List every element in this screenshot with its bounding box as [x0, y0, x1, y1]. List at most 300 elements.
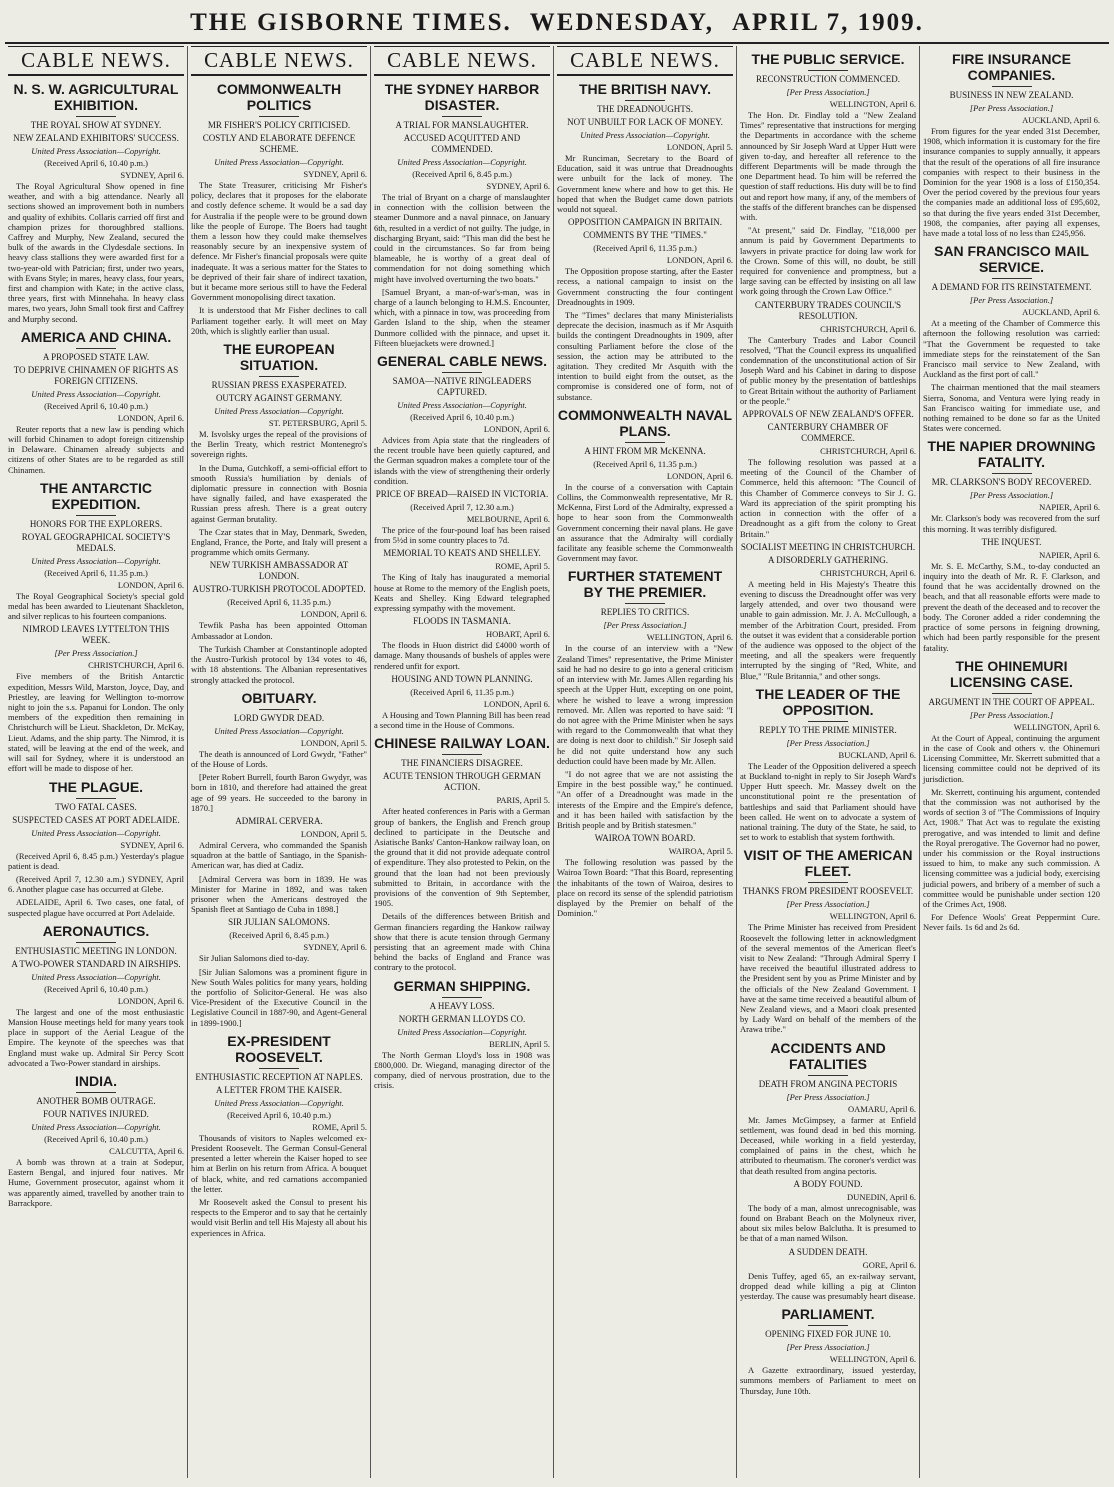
article: [740, 51, 916, 297]
press-association-line: United Press Association—Copyright.: [31, 555, 161, 566]
press-association-line: United Press Association—Copyright.: [214, 406, 344, 417]
article-subheading: SOCIALIST MEETING IN CHRISTCHURCH.: [740, 541, 916, 552]
dateline: LONDON, April 6.: [483, 424, 550, 435]
press-association-line: United Press Association—Copyright.: [31, 388, 161, 399]
dateline: LONDON, April 6.: [483, 698, 550, 709]
article-subheading: NORTH GERMAN LLOYDS CO.: [398, 1013, 526, 1024]
article: [923, 438, 1100, 533]
article-subheading: ARGUMENT IN THE COURT OF APPEAL.: [928, 696, 1095, 707]
headline-rule: [442, 754, 482, 755]
article: [740, 409, 916, 539]
article-paragraph: The Turkish Chamber at Constantinople adopted the Austro-Turkish protocol by 134 votes to 46, with 18 abstentions. The Albanian representatives strongly attacked the protocol.: [191, 643, 367, 685]
press-association-line: United Press Association—Copyright.: [397, 400, 527, 411]
headline-rule: [992, 473, 1032, 474]
press-association-line: [Per Press Association.]: [786, 1091, 870, 1102]
article: [8, 81, 184, 324]
dateline: LONDON, April 6.: [117, 995, 184, 1006]
dateline: SYDNEY, April 6.: [120, 170, 184, 180]
article: [557, 407, 733, 564]
article-subheading: COSTLY AND ELABORATE DEFENCE SCHEME.: [202, 133, 356, 154]
cable-news-banner: CABLE NEWS.: [374, 46, 550, 76]
article: [191, 816, 367, 914]
article-paragraph: Reuter reports that a new law is pending which will forbid Chinamen to adopt foreign citizenship in Delaware. Chinamen already subjects and citizens of other States are to be regarded as still Chinamen.: [8, 423, 184, 475]
article-subheading: ACCUSED ACQUITTED AND COMMENDED.: [403, 133, 521, 154]
received-line: (Received April 6, 11.35 p.m.): [593, 458, 697, 469]
dateline: WELLINGTON, April 6.: [829, 1354, 916, 1365]
article-paragraph: From figures for the year ended 31st December, 1908, which information it is customary for the fire insurance companies to supply annually, it appears that the result of the operations of all fire insurance companies with respect to their business in the Dominion for the year 1908 is a loss of £150,354. Over the period covered by the previous four years the companies made an additional loss of £95,602, so that during the five years ended 31st December, 1908, the companies, after paying all expenses, have made a total loss of no less than £245,956.: [923, 126, 1100, 239]
press-association-line: United Press Association—Copyright.: [214, 157, 344, 167]
column-3: [371, 46, 554, 1478]
press-association-line: United Press Association—Copyright.: [31, 146, 161, 156]
article-subheading: RECONSTRUCTION COMMENCED.: [755, 74, 900, 84]
headline-rule: [625, 603, 665, 604]
article: [8, 480, 184, 622]
article-headline: THE LEADER OF THE OPPOSITION.: [755, 685, 901, 718]
received-line: (Received April 6, 11.35 p.m.): [593, 243, 697, 254]
dateline: CHRISTCHURCH, April 6.: [820, 567, 916, 578]
article-headline: GERMAN SHIPPING.: [393, 977, 531, 994]
article-subheading: A HEAVY LOSS.: [429, 1000, 495, 1011]
article-subheading: A TWO-POWER STANDARD IN AIRSHIPS.: [11, 958, 181, 969]
article-subheading: A SUDDEN DEATH.: [788, 1246, 868, 1257]
article-paragraph: The Hon. Dr. Findlay told a "New Zealand Times" representative that instructions for merging the Departments in accordance with the scheme announced by Sir Joseph Ward at Upper Hutt were given to-day, and hereafter all reference to the different Departments will be made through the one Department head. To him will be referred the question of staff reductions. His duty will be to find out and report how many, if any, of the members of the staffs of the different branches can be dispensed with.: [740, 110, 916, 223]
article: [8, 329, 184, 475]
article-paragraph: A Housing and Town Planning Bill has been read a second time in the House of Commons.: [374, 709, 550, 731]
press-association-line: [Per Press Association.]: [969, 295, 1054, 306]
article: [191, 1033, 367, 1238]
press-association-line: United Press Association—Copyright.: [397, 1026, 527, 1037]
article: [374, 616, 550, 671]
dateline: NAPIER, April 6.: [1039, 549, 1100, 560]
article-headline: THE BRITISH NAVY.: [579, 81, 711, 97]
received-line: (Received April 6, 8.45 p.m.): [229, 930, 329, 941]
article-subheading: NOT UNBUILT FOR LACK OF MONEY.: [567, 117, 723, 127]
article-paragraph: The trial of Bryant on a charge of manslaughter in connection with the collision between the steamer Dunmore and a naval pinnace, on January 6th, resulted in a verdict of not guilty. The judge, in discharging Bryant, said: "This man did the best he could in the circumstances. So far from being blameable, he is worthy of a great deal of commendation for not doing something which might have involved overturning the two boats.": [374, 192, 550, 284]
dateline: LONDON, April 6.: [666, 470, 733, 481]
article-paragraph: The chairman mentioned that the mail steamers Sierra, Sonoma, and Ventura were lying ready in San Francisco waiting for immediate use, and nothing remained to be done so far as the United States were concerned.: [923, 382, 1100, 434]
article-subheading: MR. CLARKSON'S BODY RECOVERED.: [931, 477, 1092, 488]
article-subheading: REPLIES TO CRITICS.: [600, 607, 690, 618]
article-paragraph: "At present," said Dr. Findlay, "£18,000 per annum is paid by Government Departments to lawyers in private practice for doing law work for the Crown. Some of this will, no doubt, be still required for convenience and promptness, but a large saving can be effected by insisting on all law work going through the Crown Law Office.": [740, 225, 916, 297]
press-association-line: [Per Press Association.]: [969, 490, 1054, 501]
article-headline: THE SYDNEY HARBOR DISASTER.: [384, 81, 540, 113]
article-paragraph: Mr Runciman, Secretary to the Board of Education, said it was untrue that Dreadnoughts were unbuilt for the lack of money. The Government knew where and how to get this. He hoped that when the Budget came down patriots would not squeal.: [557, 153, 733, 215]
dateline: LONDON, April 5.: [300, 828, 367, 839]
article-paragraph: The death is announced of Lord Gwydr, "Father" of the House of Lords.: [191, 748, 367, 769]
article-paragraph: "I do not agree that we are not assisting the Empire in the best possible way," he continued. "An offer of a Dreadnought was made in the interests of the Empire and the Empire's defence, and it has been hailed with satisfaction by the British people and by British statesmen.": [557, 768, 733, 830]
press-association-line: [Per Press Association.]: [786, 737, 870, 748]
column-6: [920, 46, 1103, 1478]
headline-rule: [442, 997, 482, 998]
article: [740, 1179, 916, 1244]
article-subheading: DEATH FROM ANGINA PECTORIS: [758, 1078, 898, 1089]
headline-rule: [259, 709, 299, 710]
received-line: (Received April 6, 11.35 p.m.): [227, 597, 331, 608]
dateline: SYDNEY, April 6.: [486, 181, 550, 191]
article-paragraph: (Received April 6, 8.45 p.m.) Yesterday's plague patient is dead.: [8, 850, 184, 871]
article-subheading: NEW TURKISH AMBASSADOR AT LONDON.: [209, 560, 349, 582]
article: [740, 847, 916, 1034]
article-paragraph: Mr. S. E. McCarthy, S.M., to-day conducted an inquiry into the death of Mr. R. F. Clarkson, and found that he was accidentally drowned on the beach, and that all reasonable efforts were made to prevent the death of the deceased and to recover the body. The Coroner added a rider condemning the practice of some persons in feigning drowning, which had been partly responsible for the present fatality.: [923, 560, 1100, 653]
article-paragraph: Five members of the British Antarctic expedition, Messrs Wild, Marston, Joyce, Day, and Priestley, are leaving for Wellington to-morrow night to join the s.s. Papanui for London. The only members of the expedition then remaining in Christchurch will be Lieut. Shackleton, Dr. McKay, Lieut. Adams, and the ship party. The Nimrod, it is stated, will be leaving at the end of the week, and will sail for Sydney, where it is understood an effort will be made to dispose of her.: [8, 671, 184, 774]
cable-news-banner: CABLE NEWS.: [8, 46, 184, 76]
press-association-line: United Press Association—Copyright.: [214, 1097, 344, 1108]
article-paragraph: After heated conferences in Paris with a German group of bankers, the English and French group declined to participate in the Deutsche and Asiatische Banks' Canton-Hankow railway loan, on the ground that it did not provide adequate control of expenditure. They also protested to Pekin, on the ground that the loan had not been previously submitted to Britain, in accordance with the provisions of the convention of 9th September, 1905.: [374, 806, 550, 909]
received-line: (Received April 6, 10.40 p.m.): [410, 412, 514, 423]
article-paragraph: The Opposition propose starting, after the Easter recess, a national campaign to insist on the Government constructing the four contingent Dreadnoughts in 1909.: [557, 266, 733, 307]
article-subheading: A DISORDERLY GATHERING.: [767, 554, 888, 565]
column-5: [737, 46, 920, 1478]
dateline: AUCKLAND, April 6.: [1022, 115, 1100, 125]
article: [557, 217, 733, 402]
article-subheading: FLOODS IN TASMANIA.: [413, 616, 511, 627]
article-subheading: TWO FATAL CASES.: [55, 801, 137, 812]
article-paragraph: ADELAIDE, April 6. Two cases, one fatal, of suspected plague have occurred at Port Adelaide.: [8, 897, 184, 918]
article-headline: THE ANTARCTIC EXPEDITION.: [40, 479, 152, 512]
dateline: LONDON, April 6.: [300, 609, 367, 620]
received-line: (Received April 6, 10.40 p.m.): [44, 1133, 148, 1144]
dateline: LONDON, April 6.: [666, 255, 733, 266]
dateline: ROME, April 5.: [495, 561, 550, 572]
article: [557, 833, 733, 918]
article-paragraph: [Samuel Bryant, a man-of-war's-man, was in charge of a launch belonging to H.M.S. Encounter, which, with a pinnace in tow, was proceeding from Garden Island to the ship, when the steamer Dunmore collided with the pinnace, and upset it. Fifteen bluejackets were drowned.]: [374, 286, 550, 348]
article-subheading: A HINT FROM MR McKENNA.: [584, 445, 706, 456]
article-subheading: OPPOSITION CAMPAIGN IN BRITAIN.: [568, 217, 722, 228]
article: [191, 341, 367, 557]
article-subheading: SAMOA—NATIVE RINGLEADERS CAPTURED.: [392, 376, 532, 398]
headline-rule: [808, 882, 848, 883]
article-subheading: A BODY FOUND.: [793, 1178, 863, 1189]
headline-rule: [259, 376, 299, 377]
masthead-day: WEDNESDAY,: [529, 9, 714, 36]
press-association-line: United Press Association—Copyright.: [31, 971, 161, 982]
article: [8, 923, 184, 1068]
press-association-line: United Press Association—Copyright.: [397, 157, 527, 167]
article-headline: CHINESE RAILWAY LOAN.: [374, 735, 550, 752]
article: [374, 548, 550, 613]
article: [557, 81, 733, 214]
article-paragraph: It is understood that Mr Fisher declines to call Parliament together early. It will meet on May 20th, which is slightly earlier than usual.: [191, 305, 367, 336]
article-paragraph: M. Isvolsky urges the repeal of the provisions of the Berlin Treaty, which restrict Montenegro's sovereign rights.: [191, 429, 367, 460]
article: [740, 1040, 916, 1176]
article: [740, 1306, 916, 1396]
article: [374, 81, 550, 348]
article: [191, 81, 367, 336]
article-headline: AMERICA AND CHINA.: [20, 328, 172, 345]
column-1: [5, 46, 188, 1478]
article: [923, 243, 1100, 433]
column-2: [188, 46, 371, 1478]
dateline: WELLINGTON, April 6.: [829, 911, 916, 922]
article: [8, 624, 184, 773]
article-subheading: FOUR NATIVES INJURED.: [43, 1108, 149, 1119]
article-paragraph: The Czar states that in May, Denmark, Sweden, England, France, the Porte, and Italy will present a programme which omits Germany.: [191, 526, 367, 558]
received-line: (Received April 7, 12.30 a.m.): [410, 502, 514, 513]
article-headline: GENERAL CABLE NEWS.: [376, 353, 548, 370]
article-paragraph: Tewfik Pasha has been appointed Ottoman Ambassador at London.: [191, 620, 367, 641]
dateline: MELBOURNE, April 6.: [466, 514, 550, 525]
article-paragraph: Admiral Cervera, who commanded the Spanish squadron at the battle of Santiago, in the Spanish-American war, has died at Cadiz.: [191, 839, 367, 871]
article-headline: COMMONWEALTH POLITICS: [216, 81, 342, 113]
headline-rule: [808, 721, 848, 722]
article-headline: THE PUBLIC SERVICE.: [751, 51, 905, 67]
article-headline: VISIT OF THE AMERICAN FLEET.: [743, 847, 913, 880]
article-subheading: NEW ZEALAND EXHIBITORS' SUCCESS.: [13, 133, 179, 143]
article: [740, 686, 916, 843]
article-paragraph: The following resolution was passed by the Wairoa Town Board: "That this Board, representing the inhabitants of the town of Wairoa, desires to place on record its sense of the splendid patriotism displayed by the Premier on behalf of the Dominion.": [557, 857, 733, 919]
received-line: (Received April 6, 11.35 p.m.): [410, 686, 514, 697]
dateline: LONDON, April 5.: [300, 737, 367, 748]
dateline: PARIS, April 5.: [496, 795, 550, 806]
article-paragraph: In the course of a conversation with Captain Collins, the Commonwealth representative, Mr R. McKenna, First Lord of the Admiralty, expressed a hope to hear soon from the Commonwealth Government concerning their naval plans. He gave an assurance that the Admiralty will cordially facilitate any feasible scheme the Commonwealth Government may favor.: [557, 481, 733, 564]
article-headline: SAN FRANCISCO MAIL SERVICE.: [934, 243, 1089, 276]
article-paragraph: For Defence Wools' Great Peppermint Cure. Never fails. 1s 6d and 2s 6d.: [923, 912, 1100, 933]
article-subheading: REPLY TO THE PRIME MINISTER.: [759, 724, 897, 735]
masthead-title: THE GISBORNE TIMES.: [190, 9, 512, 36]
article-subheading: ENTHUSIASTIC RECEPTION AT NAPLES.: [195, 1071, 363, 1082]
column-4: [554, 46, 737, 1478]
article-paragraph: The Canterbury Trades and Labor Council resolved, "That the Council express its unqualified condemnation of the unconstitutional action of Sir Joseph Ward and his Cabinet in daring to dispose of public money by the presentation of battleships to Great Britain without the authority of Parliament or the people.": [740, 334, 916, 406]
cable-news-banner: CABLE NEWS.: [191, 46, 367, 76]
article-subheading: NIMROD LEAVES LYTTELTON THIS WEEK.: [22, 624, 170, 646]
article-subheading: THE FINANCIERS DISAGREE.: [401, 758, 523, 769]
article: [740, 300, 916, 406]
dateline: CALCUTTA, April 6.: [109, 1145, 184, 1156]
cable-news-banner: CABLE NEWS.: [557, 46, 733, 76]
article-subheading: TO DEPRIVE CHINAMEN OF RIGHTS AS FOREIGN CITIZENS.: [13, 364, 179, 386]
article-paragraph: At a meeting of the Chamber of Commerce this afternoon the following resolution was carried: "That the Government be requested to take immediate steps for the reinstatement of the San Francisco mail service to New Zealand, with Auckland as the first port of call.": [923, 318, 1100, 380]
dateline: BUCKLAND, April 6.: [838, 749, 916, 760]
article: [740, 1247, 916, 1302]
dateline: WELLINGTON, April 6.: [646, 632, 733, 643]
article-paragraph: At the Court of Appeal, continuing the argument in the case of Cook and others v. the Ohinemuri Licensing Committee, Mr. Skerrett submitted that a licensing committee could not be deprived of its jurisdiction.: [923, 732, 1100, 784]
article-subheading: THE INQUEST.: [981, 536, 1042, 547]
article: [923, 537, 1100, 653]
article-paragraph: A bomb was thrown at a train at Sodepur, Eastern Bengal, and injured four natives. Mr Hume, Government prosecutor, against whom it was apparently aimed, travelled by another train to Barrackpore.: [8, 1156, 184, 1208]
article: [8, 1073, 184, 1208]
article-subheading: AUSTRO-TURKISH PROTOCOL ADOPTED.: [192, 584, 366, 595]
article-paragraph: The King of Italy has inaugurated a memorial house at Rome to the memory of the English poets, Keats and Shelley. King Edward telegraphed expressing sympathy with the movement.: [374, 572, 550, 614]
article: [374, 978, 550, 1091]
article-paragraph: The floods in Huon district did £4000 worth of damage. Many thousands of bushels of apples were rendered unfit for export.: [374, 640, 550, 671]
article-subheading: THE ROYAL SHOW AT SYDNEY.: [30, 120, 162, 130]
headline-rule: [992, 693, 1032, 694]
press-association-line: [Per Press Association.]: [786, 1342, 870, 1353]
article-paragraph: Mr. Clarkson's body was recovered from the surf this morning. It was terribly disfigured.: [923, 513, 1100, 534]
dateline: WELLINGTON, April 6.: [829, 99, 916, 109]
dateline: AUCKLAND, April 6.: [1022, 307, 1100, 318]
dateline: SYDNEY, April 6.: [120, 839, 184, 850]
dateline: NAPIER, April 6.: [1039, 502, 1100, 513]
article-paragraph: Thousands of visitors to Naples welcomed ex-President Roosevelt. The German Consul-General presented a letter wherein the Kaiser hoped to see him at Berlin on his return from Africa. A bouquet of black, white, and red carnations accompanied the letter.: [191, 1132, 367, 1194]
press-association-line: [Per Press Association.]: [969, 103, 1054, 113]
article-subheading: SIR JULIAN SALOMONS.: [228, 917, 330, 928]
article-subheading: ROYAL GEOGRAPHICAL SOCIETY'S MEDALS.: [21, 531, 171, 553]
article: [374, 489, 550, 545]
headline-rule: [76, 942, 116, 943]
received-line: (Received April 6, 11.35 p.m.): [44, 567, 148, 578]
article-subheading: CANTERBURY CHAMBER OF COMMERCE.: [767, 422, 889, 444]
article-paragraph: The body of a man, almost unrecognisable, was found on Brabant Beach on the Molyneux river, about six miles below Balclutha. It is presumed to be that of a man named Wilson.: [740, 1202, 916, 1244]
article-subheading: RUSSIAN PRESS EXASPERATED.: [211, 380, 347, 391]
press-association-line: [Per Press Association.]: [54, 648, 138, 659]
headline-rule: [992, 86, 1032, 87]
dateline: ST. PETERSBURG, April 5.: [268, 418, 367, 429]
article-paragraph: The price of the four-pound loaf has been raised from 5½d in some country places to 7d.: [374, 525, 550, 546]
press-association-line: [Per Press Association.]: [969, 709, 1054, 720]
dateline: CHRISTCHURCH, April 6.: [820, 323, 916, 334]
article: [557, 568, 733, 830]
dateline: WELLINGTON, April 6.: [1013, 721, 1100, 732]
article-paragraph: The "Times" declares that many Ministerialists deprecate the decision, inasmuch as if Mr Asquith builds the contingent Dreadnoughts in 1909, after consulting Parliament before the close of the session, the action may be attributed to the agitation. They credited Mr Asquith with the intention to build eight from the outset, as the compromise is considered one of form, not of substance.: [557, 310, 733, 402]
headline-rule: [76, 1092, 116, 1093]
article-paragraph: Denis Tuffey, aged 65, an ex-railway servant, dropped dead while killing a pig at Clinton yesterday. The cause was presumably heart disease.: [740, 1270, 916, 1302]
article-subheading: PRICE OF BREAD—RAISED IN VICTORIA.: [375, 489, 549, 500]
dateline: SYDNEY, April 6.: [303, 169, 367, 179]
article-headline: THE PLAGUE.: [48, 778, 144, 795]
article-paragraph: [Sir Julian Salomons was a prominent figure in New South Wales politics for many years, holding the portfolio of Solicitor-General. He was also Vice-President of the Executive Council in the Legislative Council in 1887-90, and Agent-General in 1899-1900.]: [191, 966, 367, 1028]
article-paragraph: Advices from Apia state that the ringleaders of the recent trouble have been quietly captured, and the German squadron makes a complete tour of the islands with the view of strengthening their orderly condition.: [374, 435, 550, 486]
article-headline: EX-PRESIDENT ROOSEVELT.: [227, 1032, 331, 1065]
article-subheading: LORD GWYDR DEAD.: [233, 712, 325, 723]
dateline: GORE, April 6.: [862, 1259, 916, 1270]
dateline: CHRISTCHURCH, April 6.: [88, 660, 184, 671]
headline-rule: [76, 116, 116, 117]
dateline: CHRISTCHURCH, April 6.: [820, 446, 916, 457]
headline-rule: [625, 442, 665, 443]
headline-rule: [76, 798, 116, 799]
article-paragraph: Mr Roosevelt asked the Consul to present his respects to the Emperor and to say that he certainly would visit Berlin and tell His Majesty all about his experiences in Africa.: [191, 1196, 367, 1238]
article-subheading: THANKS FROM PRESIDENT ROOSEVELT.: [742, 886, 914, 897]
press-association-line: United Press Association—Copyright.: [580, 130, 710, 140]
article: [374, 353, 550, 486]
headline-rule: [259, 116, 299, 117]
dateline: LONDON, April 6.: [117, 412, 184, 423]
article: [923, 658, 1100, 933]
article: [191, 560, 367, 684]
masthead-date: APRIL 7, 1909.: [731, 9, 924, 36]
headline-rule: [76, 348, 116, 349]
article-subheading: A TRIAL FOR MANSLAUGHTER.: [395, 120, 529, 130]
received-line: (Received April 6, 8.45 p.m.): [412, 169, 512, 179]
article-paragraph: In the course of an interview with a "New Zealand Times" representative, the Prime Minister said he had no desire to go into a general criticism of an interview with Mr. James Allen regarding his speech at the Upper Hutt, excepting on one point, where he wished to leave a wrong impression removed. Mr. Allen was reported to have said: "I do not agree with the Prime Minister when he says with regard to the Commonwealth that what they are doing is next door to childish." Sir Joseph said he did not quite understand how any such deduction could have been made by Mr. Allen.: [557, 643, 733, 766]
article-subheading: HONORS FOR THE EXPLORERS.: [29, 518, 163, 529]
article-paragraph: The Prime Minister has received from President Roosevelt the following letter in acknowledgment of the several mementos of the American fleet's visit to New Zealand: "Through Admiral Sperry I have received the beautiful illustrated address to the President sent by you as Prime Minister and by the officials of the New Zealand Government. I have at the same time received a beautiful album of New Zealand views, and a Maori cloak presented by Lady Ward on behalf of the members of the Arawa tribe.": [740, 922, 916, 1035]
article-subheading: ADMIRAL CERVERA.: [235, 815, 323, 826]
article-subheading: A PROPOSED STATE LAW.: [42, 351, 150, 362]
headline-rule: [808, 1075, 848, 1076]
article-paragraph: The Royal Agricultural Show opened in fine weather, and with a big attendance. Nearly all sections showed an improvement both in numbers and quality of exhibits. Collaris carried off first and champion prizes for thoroughbred stallions. Caffrey and Murphy, New Zealand, secured the bulk of the awards in the Clydesdale sections. In heavy class stallions they were awarded first for a two-year-old with Patrician; first, under two years, with Evans Style; in mares, heavy class, four years, first and champion with Kate; in the active class, three years, first with Minnehaha. In heavy class mares, two years, John Small took first and Caffrey and Murphy second.: [8, 181, 184, 324]
article-subheading: CANTERBURY TRADES COUNCIL'S RESOLUTION.: [754, 299, 902, 321]
newspaper-page: [5, 4, 1109, 1479]
article-headline: FIRE INSURANCE COMPANIES.: [951, 51, 1071, 83]
article-headline: ACCIDENTS AND FATALITIES: [770, 1039, 886, 1072]
headline-rule: [808, 70, 848, 71]
dateline: DUNEDIN, April 6.: [847, 1191, 916, 1202]
press-association-line: [Per Press Association.]: [786, 87, 870, 97]
article: [374, 735, 550, 972]
article-paragraph: Mr. James McGimpsey, a farmer at Enfield settlement, was found dead in bed this morning. Deceased, while working in a field yesterday, complained of pains in the chest, which he attributed to rheumatism. The coroner's verdict was that death resulted from angina pectoris.: [740, 1114, 916, 1176]
press-association-line: United Press Association—Copyright.: [31, 827, 161, 838]
headline-rule: [76, 515, 116, 516]
article-headline: FURTHER STATEMENT BY THE PREMIER.: [567, 568, 723, 601]
article-paragraph: The largest and one of the most enthusiastic Mansion House meetings held for many years took place in support of the Aerial League of the Empire. The keynote of the speeches was that England must wake up. Admiral Sir Percy Scott advocated a Two-Power standard in airships.: [8, 1006, 184, 1068]
article-headline: PARLIAMENT.: [781, 1306, 875, 1323]
article-subheading: MEMORIAL TO KEATS AND SHELLEY.: [383, 548, 541, 559]
article-paragraph: [Peter Robert Burrell, fourth Baron Gwydyr, was born in 1810, and therefore had attained the great age of 99 years. He succeeded to the barony in 1870.]: [191, 772, 367, 813]
article-paragraph: [Admiral Cervera was born in 1839. He was Minister for Marine in 1892, and was taken prisoner when the Americans destroyed the Spanish fleet at Santiago de Cuba in 1898.]: [191, 873, 367, 915]
dateline: SYDNEY, April 6.: [303, 942, 367, 953]
article-headline: AERONAUTICS.: [42, 922, 150, 939]
press-association-line: United Press Association—Copyright.: [31, 1121, 161, 1132]
press-association-line: [Per Press Association.]: [786, 899, 870, 910]
article-paragraph: Details of the differences between British and German financiers regarding the Hankow railway show that there is acute tension through Germany persisting that an agreement made with China behind the backs of England and France was contrary to the protocol.: [374, 911, 550, 973]
article-subheading: THE DREADNOUGHTS.: [597, 104, 693, 114]
columns: [5, 46, 1109, 1478]
dateline: OAMARU, April 6.: [847, 1103, 916, 1114]
article-subheading: A LETTER FROM THE KAISER.: [215, 1084, 343, 1095]
dateline: BERLIN, April 5.: [489, 1038, 550, 1049]
press-association-line: [Per Press Association.]: [603, 620, 687, 631]
received-line: (Received April 6, 10.40 p.m.): [44, 983, 148, 994]
article-paragraph: In the Duma, Gutchkoff, a semi-official effort to smooth Russia's humiliation by denials of diplomatic pressure in connection with Bosnia have signally failed, and have exasperated the Russian press afresh. There is a great outcry against German brutality.: [191, 462, 367, 524]
article-subheading: WAIROA TOWN BOARD.: [594, 833, 696, 844]
masthead: [5, 4, 1109, 44]
headline-rule: [259, 1068, 299, 1069]
article-paragraph: Sir Julian Salomons died to-day.: [199, 953, 310, 964]
article-subheading: OPENING FIXED FOR JUNE 10.: [765, 1329, 891, 1340]
article-paragraph: The following resolution was passed at a meeting of the Council of the Chamber of Commerce, held this afternoon: "The Council of this Chamber of Commerce conveys to Sir J. G. Ward its appreciation of the spirit prompting his action in connection with the offer of a Dreadnought as a gift from the colony to Great Britain.": [740, 457, 916, 539]
article-subheading: COMMENTS BY THE "TIMES.": [583, 230, 707, 241]
article-paragraph: (Received April 7, 12.30 a.m.) SYDNEY, April 6. Another plague case has occurred at Glebe.: [8, 873, 184, 895]
article-paragraph: The Royal Geographical Society's special gold medal has been awarded to Lieutenant Shackleton, and silver replicas to his fourteen companions.: [8, 590, 184, 622]
article-paragraph: The Leader of the Opposition delivered a speech at Buckland to-night in reply to Sir Joseph Ward's Upper Hutt speech. Mr. Massey dwelt on the unconstitutional point re the presentation of battleships and said that Parliament should have been called. He went on to advocate a system of national training. The duty of the State, he said, to set to work to establish that system forthwith.: [740, 760, 916, 843]
headline-rule: [442, 116, 482, 117]
headline-rule: [808, 1325, 848, 1326]
article-subheading: APPROVALS OF NEW ZEALAND'S OFFER.: [742, 409, 914, 420]
article-subheading: HOUSING AND TOWN PLANNING.: [391, 673, 533, 684]
dateline: WAIROA, April 5.: [668, 846, 733, 857]
dateline: LONDON, April 5.: [666, 142, 733, 152]
article-subheading: A DEMAND FOR ITS REINSTATEMENT.: [931, 282, 1092, 293]
article: [923, 51, 1100, 238]
article-headline: THE EUROPEAN SITUATION.: [223, 341, 335, 374]
article-paragraph: The North German Lloyd's loss in 1908 was £800,000. Dr. Wiegand, managing director of the company, died of nervous prostration, due to the crisis.: [374, 1049, 550, 1091]
article-headline: THE NAPIER DROWNING FATALITY.: [927, 438, 1096, 471]
article-subheading: BUSINESS IN NEW ZEALAND.: [949, 90, 1074, 100]
article: [374, 674, 550, 730]
article-headline: INDIA.: [75, 1072, 117, 1089]
article-paragraph: A Gazette extraordinary, issued yesterday, summons members of Parliament to meet on Thursday, June 10th.: [740, 1365, 916, 1396]
article: [191, 917, 367, 1027]
article: [191, 690, 367, 813]
article: [8, 779, 184, 918]
article: [740, 542, 916, 681]
article-subheading: MR FISHER'S POLICY CRITICISED.: [207, 120, 351, 130]
article-paragraph: A meeting held in His Majesty's Theatre this evening to discuss the Dreadnought offer was very largely attended, and over two thousand were unable to gain admission. Mr. J. A. McCullough, a member of the Arbitration Court, presided. From the outset it was evident that a considerable portion of the audience was opposed to the object of the meeting, and all the speakers were frequently interrupted by the singing of "Red, White, and Blue," "Rule Britannia," and other songs.: [740, 578, 916, 681]
article-subheading: ANOTHER BOMB OUTRAGE.: [36, 1095, 156, 1106]
received-line: (Received April 6, 10.40 p.m.): [44, 158, 148, 168]
press-association-line: United Press Association—Copyright.: [214, 725, 344, 736]
article-headline: THE OHINEMURI LICENSING CASE.: [950, 657, 1073, 690]
article-headline: COMMONWEALTH NAVAL PLANS.: [557, 406, 733, 439]
article-subheading: ENTHUSIASTIC MEETING IN LONDON.: [15, 945, 177, 956]
received-line: (Received April 6, 10.40 p.m.): [227, 1109, 331, 1120]
dateline: HOBART, April 6.: [485, 629, 550, 640]
article-subheading: ACUTE TENSION THROUGH GERMAN ACTION.: [383, 771, 541, 793]
headline-rule: [992, 278, 1032, 279]
article-paragraph: Mr. Skerrett, continuing his argument, contended that the commission was not authorised by the words of section 3 of "The Commissions of Inquiry Act, 1908." That Act was to regulate the existing prerogative, and was intended to limit and define the Royal prerogative. The Governor had no power, under his commission or the Royal instructions issued to him, to make any such commission. A licensing committee was a judicial body, exercising judicial powers, and bribery of a member of such a committee would be punishable under section 120 of the Crimes Act, 1908.: [923, 786, 1100, 909]
